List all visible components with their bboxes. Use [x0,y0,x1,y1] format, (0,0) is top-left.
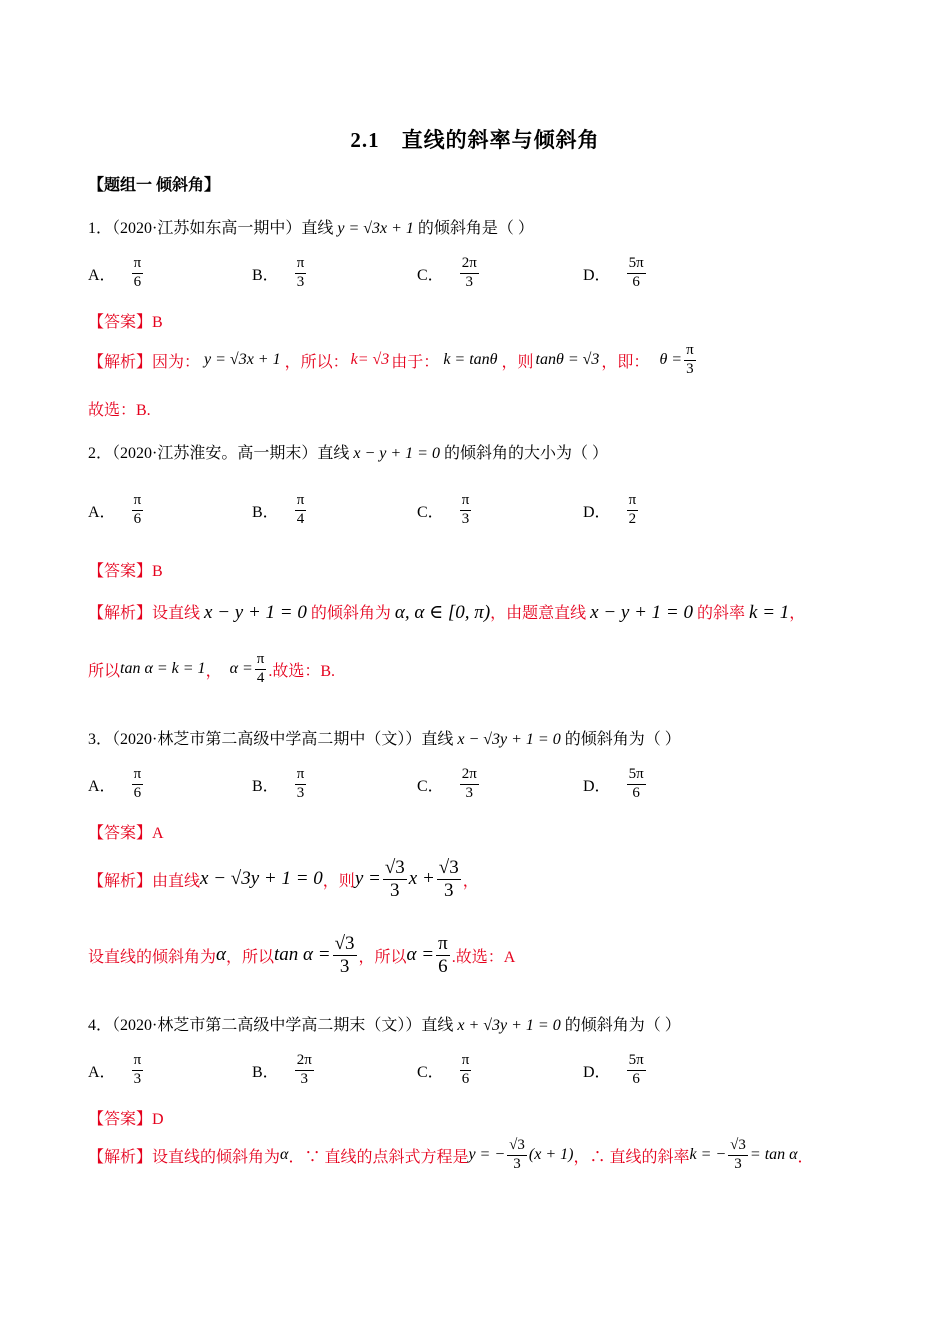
q4-stem-tail: 的倾斜角为（ ） [560,1017,681,1034]
q4-stem [88,1012,681,1035]
analysis-math: x − y + 1 = 0 [590,602,694,623]
analysis-head: 【解析】因为： [88,353,201,371]
analysis-math: α [216,944,226,966]
analysis-fraction [507,1138,527,1173]
frac-num: π [295,256,307,274]
frac-num: π [438,933,448,954]
frac-num: π [460,1053,472,1071]
frac-den: 6 [133,784,142,801]
option-fraction [132,1053,144,1088]
q1-conclusion: 故选：B. [88,402,151,419]
frac-num: √3 [384,857,405,878]
analysis-text: ， [789,605,806,622]
frac-den: 6 [632,273,640,290]
frac-den: 6 [461,1070,470,1087]
frac-num: π [132,256,144,274]
section-number: 2.1 [350,128,380,152]
analysis-head: 【解析】 [88,872,153,890]
analysis-fraction [333,934,357,977]
analysis-head: 【解析】 [88,605,153,622]
analysis-fraction [255,652,267,687]
analysis-text: 设直线的倾斜角为 [88,948,217,966]
option-label: B． [252,777,279,795]
q1-option-d[interactable] [583,256,648,291]
frac-den: 3 [339,955,350,977]
option-label: C． [417,777,444,795]
q2-analysis [88,600,805,624]
analysis-text: ，由题意直线 [490,605,591,622]
q3-option-c[interactable] [417,767,481,802]
q1-option-b[interactable] [252,256,308,291]
frac-den: 6 [438,955,448,977]
frac-den: 3 [296,784,305,801]
q2-stem-text: 2．（2020·江苏淮安。高一期末）直线 [88,445,354,462]
analysis-fraction [728,1138,748,1173]
q1-stem-math: y = √3x + 1 [337,220,414,237]
frac-num: π [132,493,144,511]
analysis-math: θ = [659,351,683,369]
frac-num: √3 [334,933,355,954]
q3-option-d[interactable] [583,767,648,802]
option-fraction [627,767,646,802]
frac-den: 3 [686,360,694,377]
option-label: A． [88,1063,116,1081]
q2-answer: 【答案】B [88,563,163,580]
frac-den: 3 [465,784,473,801]
analysis-text: ，所以 [226,948,275,966]
frac-num: 2π [460,767,479,785]
frac-num: 5π [627,767,646,785]
q2-option-a[interactable] [88,493,145,528]
frac-den: 6 [133,510,142,527]
analysis-math: tanθ = √3 [535,351,600,369]
option-fraction [295,256,307,291]
q4-option-c[interactable] [417,1053,473,1088]
analysis-text: ． [797,1148,814,1166]
q4-option-d[interactable] [583,1053,648,1088]
option-fraction [460,493,472,528]
option-fraction [132,493,144,528]
frac-num: 5π [627,256,646,274]
frac-num: π [132,767,144,785]
frac-num: √3 [728,1138,748,1156]
option-label: A． [88,777,116,795]
analysis-math: x + [408,868,435,890]
frac-num: π [132,1053,144,1071]
q3-answer: 【答案】A [88,825,164,842]
q4-stem-math: x + √3y + 1 = 0 [457,1017,561,1034]
frac-num: 5π [627,1053,646,1071]
frac-num: π [460,493,472,511]
analysis-math: α, α ∈ [0, π) [394,602,491,623]
analysis-text: ．∵ 直线的点斜式方程是 [288,1148,469,1166]
analysis-text: ，则 [501,353,534,371]
q3-stem-math: x − √3y + 1 = 0 [457,731,561,748]
q4-option-a[interactable] [88,1053,145,1088]
analysis-text: 设直线 [152,605,205,622]
analysis-head: 【解析】 [88,1148,153,1166]
q2-option-d[interactable] [583,493,640,528]
frac-num: 2π [295,1053,314,1071]
analysis-fraction [684,343,696,378]
analysis-math: k = − [689,1146,727,1164]
analysis-text: ，所以 [358,948,407,966]
q2-option-c[interactable] [417,493,473,528]
q1-stem [88,215,534,238]
q3-stem-text: 3．（2020·林芝市第二高级中学高二期中（文））直线 [88,731,458,748]
frac-den: 4 [296,510,305,527]
frac-den: 3 [513,1155,521,1172]
option-label: B． [252,503,279,521]
frac-num: π [295,493,307,511]
analysis-text: ， [462,872,479,890]
option-label: D． [583,266,611,284]
q2-stem-math: x − y + 1 = 0 [353,445,440,462]
analysis-text: ，即： [601,353,650,371]
analysis-text: 的倾斜角为 [306,605,395,622]
option-fraction [295,767,307,802]
q1-answer: 【答案】B [88,314,163,331]
frac-den: 6 [133,273,142,290]
option-label: C． [417,503,444,521]
analysis-text: ，则 [322,872,355,890]
option-label: A． [88,503,116,521]
q4-analysis [88,1138,814,1173]
analysis-text: 由于： [391,353,440,371]
q3-option-b[interactable] [252,767,308,802]
analysis-math: y = − [468,1146,506,1164]
option-fraction [460,1053,472,1088]
q4-answer: 【答案】D [88,1111,164,1128]
analysis-text: .故选：B. [268,662,336,680]
q3-analysis-line2 [88,934,515,977]
analysis-math: = tan α [749,1146,798,1164]
group-heading: 【题组一 倾斜角】 [88,177,221,194]
frac-num: π [295,767,307,785]
analysis-math: y = √3x + 1 [204,351,281,369]
analysis-fraction [437,858,461,901]
frac-den: 4 [256,669,265,686]
analysis-math: y = [354,868,381,890]
analysis-math: x − y + 1 = 0 [204,602,307,623]
q3-stem-tail: 的倾斜角为（ ） [560,731,681,748]
analysis-math: k= √3 [350,351,390,369]
option-fraction [295,493,307,528]
frac-den: 3 [461,510,470,527]
frac-num: √3 [438,857,459,878]
option-fraction [460,767,479,802]
page-title [0,124,950,154]
q1-analysis [88,343,698,378]
q2-option-b[interactable] [252,493,308,528]
option-fraction [132,767,144,802]
frac-den: 3 [390,879,400,901]
option-label: B． [252,266,279,284]
option-fraction [132,256,144,291]
frac-den: 3 [133,1070,142,1087]
frac-num: π [684,343,696,361]
q4-stem-text: 4．（2020·林芝市第二高级中学高二期末（文））直线 [88,1017,458,1034]
frac-num: 2π [460,256,479,274]
option-label: C． [417,1063,444,1081]
analysis-fraction [436,934,450,977]
analysis-math: x − √3y + 1 = 0 [200,868,323,890]
q3-analysis [88,858,479,901]
analysis-math: tan α = k = 1 [120,660,206,678]
frac-den: 6 [632,784,640,801]
analysis-math: k = tanθ [443,351,498,369]
frac-den: 3 [465,273,473,290]
frac-num: √3 [507,1138,527,1156]
analysis-math: α [280,1146,289,1164]
frac-num: π [255,652,267,670]
analysis-math: α = [229,660,253,678]
analysis-text: 所以 [88,662,121,680]
q3-option-a[interactable] [88,767,145,802]
frac-den: 3 [734,1155,742,1172]
analysis-text: ， [205,662,222,680]
q3-stem [88,726,681,749]
frac-den: 2 [628,510,637,527]
analysis-math: α = [406,944,435,966]
q2-stem-tail: 的倾斜角的大小为（ ） [439,445,608,462]
option-label: B． [252,1063,279,1081]
q2-stem [88,440,608,463]
frac-den: 6 [632,1070,640,1087]
q1-stem-text: 1．（2020·江苏如东高一期中）直线 [88,220,338,237]
q1-stem-tail: 的倾斜角是（ ） [413,220,534,237]
option-fraction [627,1053,646,1088]
analysis-text: 设直线的倾斜角为 [152,1148,281,1166]
analysis-text: 的斜率 [693,605,750,622]
option-fraction [460,256,479,291]
option-label: D． [583,777,611,795]
option-label: D． [583,503,611,521]
option-label: D． [583,1063,611,1081]
option-fraction [627,256,646,291]
analysis-text: ，∴ 直线的斜率 [573,1148,690,1166]
analysis-math: tan α = [274,944,331,966]
option-fraction [627,493,639,528]
analysis-fraction [383,858,407,901]
q2-analysis-line2 [88,652,335,687]
section-title: 直线的斜率与倾斜角 [401,128,600,152]
frac-den: 3 [444,879,454,901]
q1-option-c[interactable] [417,256,481,291]
frac-den: 3 [296,273,305,290]
analysis-text: 由直线 [152,872,201,890]
analysis-text: ，所以： [284,353,349,371]
analysis-text: .故选：A [451,948,516,966]
option-label: A． [88,266,116,284]
option-label: C． [417,266,444,284]
option-fraction [295,1053,314,1088]
q1-option-a[interactable] [88,256,145,291]
frac-den: 3 [300,1070,308,1087]
analysis-math: k = 1 [749,602,790,623]
frac-num: π [627,493,639,511]
analysis-math: (x + 1) [528,1146,574,1164]
q4-option-b[interactable] [252,1053,316,1088]
